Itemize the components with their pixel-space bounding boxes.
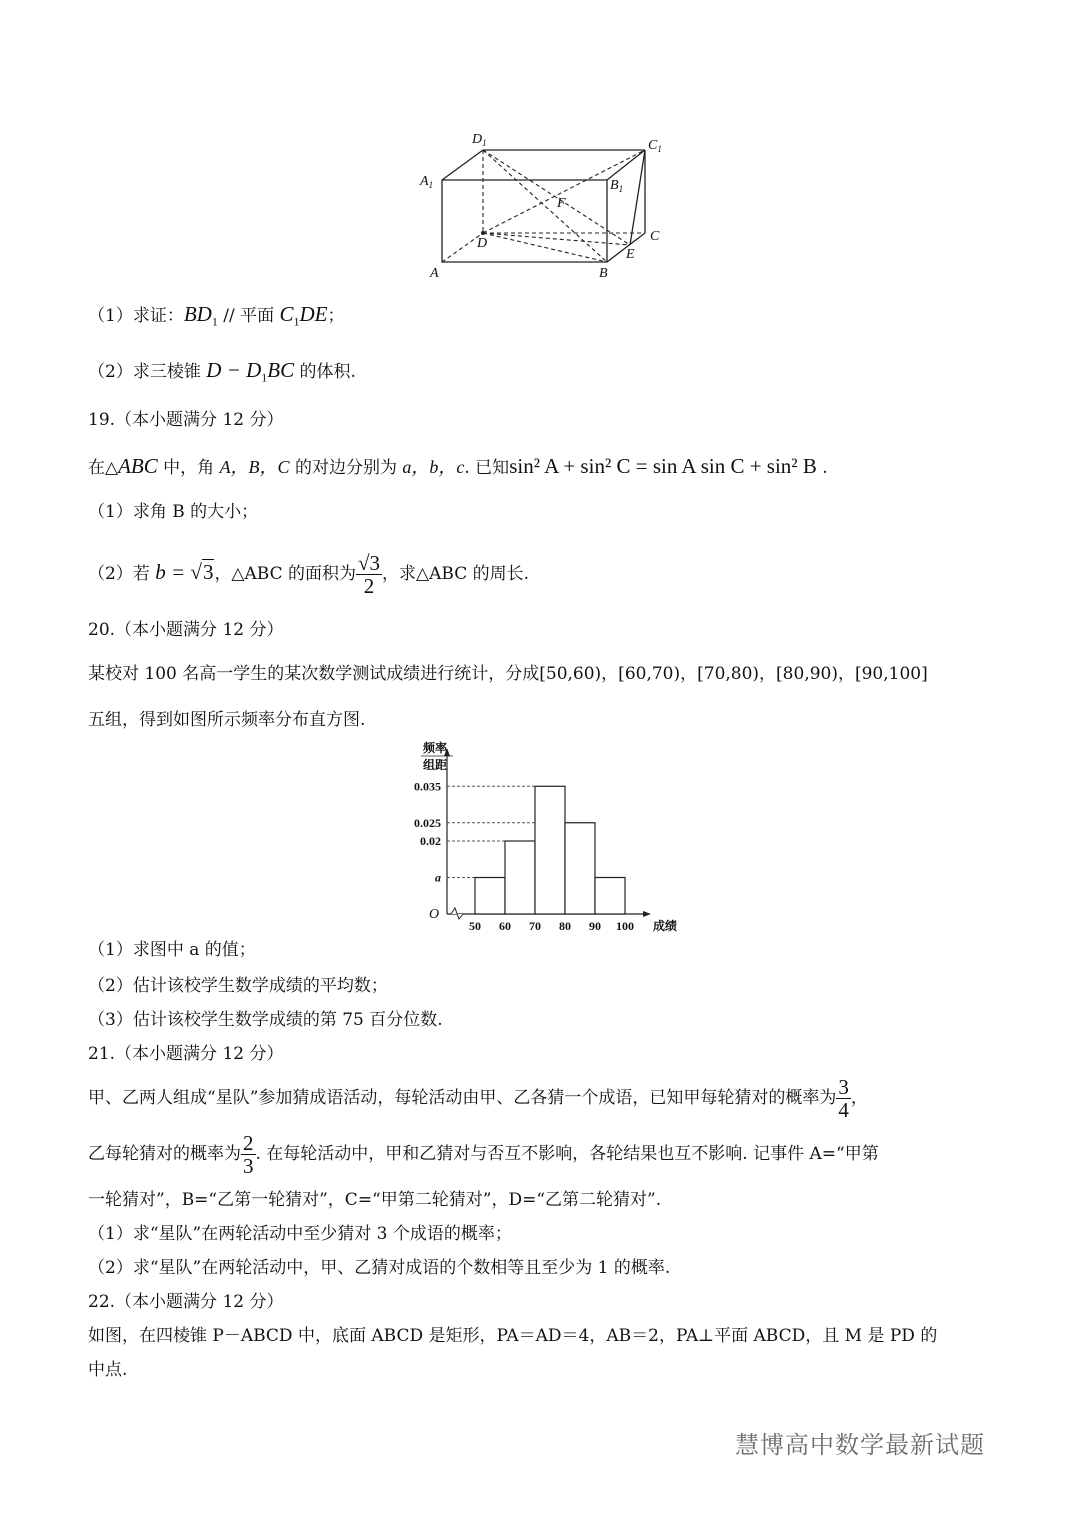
q22-stem1: 如图，在四棱锥 P－ABCD 中，底面 ABCD 是矩形，PA＝AD＝4，AB＝2，PA⊥平面 ABCD，且 M 是 PD 的 xyxy=(88,1326,938,1346)
q21-stem3: 一轮猜对”，B=“乙第一轮猜对”，C=“甲第二轮猜对”，D=“乙第二轮猜对”. xyxy=(88,1190,662,1210)
q19-part1: （1）求角 B 的大小； xyxy=(88,502,259,522)
label-B: B xyxy=(599,266,608,281)
label-F: F xyxy=(557,196,566,211)
y-tick-label: 0.02 xyxy=(420,834,441,848)
x-tick-label: 90 xyxy=(589,919,601,933)
x-tick-label: 100 xyxy=(616,919,634,933)
q20-stem2: 五组，得到如图所示频率分布直方图. xyxy=(88,710,366,730)
y-tick-label: 0.035 xyxy=(414,779,441,794)
label-D: D xyxy=(477,236,488,251)
q21-header: 21.（本小题满分 12 分） xyxy=(88,1044,284,1064)
x-tick-label: 50 xyxy=(469,919,481,933)
q21-part2: （2）求“星队”在两轮活动中，甲、乙猜对成语的个数相等且至少为 1 的概率. xyxy=(88,1258,671,1278)
y-axis-label-top: 频率 xyxy=(423,741,448,755)
label-E: E xyxy=(626,247,635,262)
label-C1: $C_1$ xyxy=(648,138,662,154)
q18-part1: （1）求证：$BD_1$ // 平面 $C_1DE$； xyxy=(88,302,345,329)
bar-[50,60) xyxy=(475,878,505,915)
q20-part1: （1）求图中 a 的值； xyxy=(88,940,256,960)
q21-stem2: 乙每轮猜对的概率为 $\frac{2}{3}$ . 在每轮活动中，甲和乙猜对与否互不影响，各轮结果也互不影响. 记事件 A=“甲第 xyxy=(88,1131,879,1178)
watermark: 慧博高中数学最新试题 xyxy=(735,1431,985,1459)
q21-stem1: 甲、乙两人组成“星队”参加猜成语活动，每轮活动由甲、乙各猜一个成语，已知甲每轮猜对的概率为 $\frac{3}{4}$ ， xyxy=(88,1075,868,1122)
label-C: C xyxy=(650,229,660,244)
origin-label: O xyxy=(429,907,440,922)
q22-stem2: 中点. xyxy=(88,1360,128,1380)
label-D1: $D_1$ xyxy=(472,132,487,148)
q20-header: 20.（本小题满分 12 分） xyxy=(88,620,284,640)
frequency-histogram xyxy=(395,738,685,933)
q20-stem1: 某校对 100 名高一学生的某次数学测试成绩进行统计，分成[50,60)，[60,70)，[70,80)，[80,90)，[90,100] xyxy=(88,664,928,684)
q22-header: 22.（本小题满分 12 分） xyxy=(88,1292,284,1312)
q18-part2: （2）求三棱锥 $D - D_1BC$ 的体积. xyxy=(88,358,356,385)
y-axis-label-bottom: 组距 xyxy=(423,758,448,772)
x-axis-label: 成绩 xyxy=(653,919,678,933)
label-A: A xyxy=(430,266,439,281)
q20-part2: （2）估计该校学生数学成绩的平均数； xyxy=(88,976,388,996)
x-axis-arrow xyxy=(643,911,651,917)
q19-part2: （2）若 b = √3，△ABC 的面积为 $\frac{√3}{2}$ ，求△ABC 的周长. xyxy=(88,551,530,598)
label-A1: $A_1$ xyxy=(420,174,434,190)
y-tick-label: a xyxy=(435,870,441,885)
x-tick-label: 60 xyxy=(499,919,511,933)
q19-stem: 在△ABC 中，角 A，B，C 的对边分别为 a，b，c. 已知sin² A + sin² C = sin A sin C + sin² B . xyxy=(88,454,828,478)
label-B1: $B_1$ xyxy=(610,178,624,194)
bar-[90,100] xyxy=(595,878,625,915)
q19-header: 19.（本小题满分 12 分） xyxy=(88,410,284,430)
cuboid-figure xyxy=(410,125,680,285)
q21-part1: （1）求“星队”在两轮活动中至少猜对 3 个成语的概率； xyxy=(88,1224,512,1244)
bar-[80,90) xyxy=(565,823,595,914)
x-tick-label: 70 xyxy=(529,919,541,933)
q20-part3: （3）估计该校学生数学成绩的第 75 百分位数. xyxy=(88,1010,443,1030)
y-tick-label: 0.025 xyxy=(414,815,441,830)
bar-[70,80) xyxy=(535,786,565,914)
x-tick-label: 80 xyxy=(559,919,571,933)
bar-[60,70) xyxy=(505,841,535,914)
